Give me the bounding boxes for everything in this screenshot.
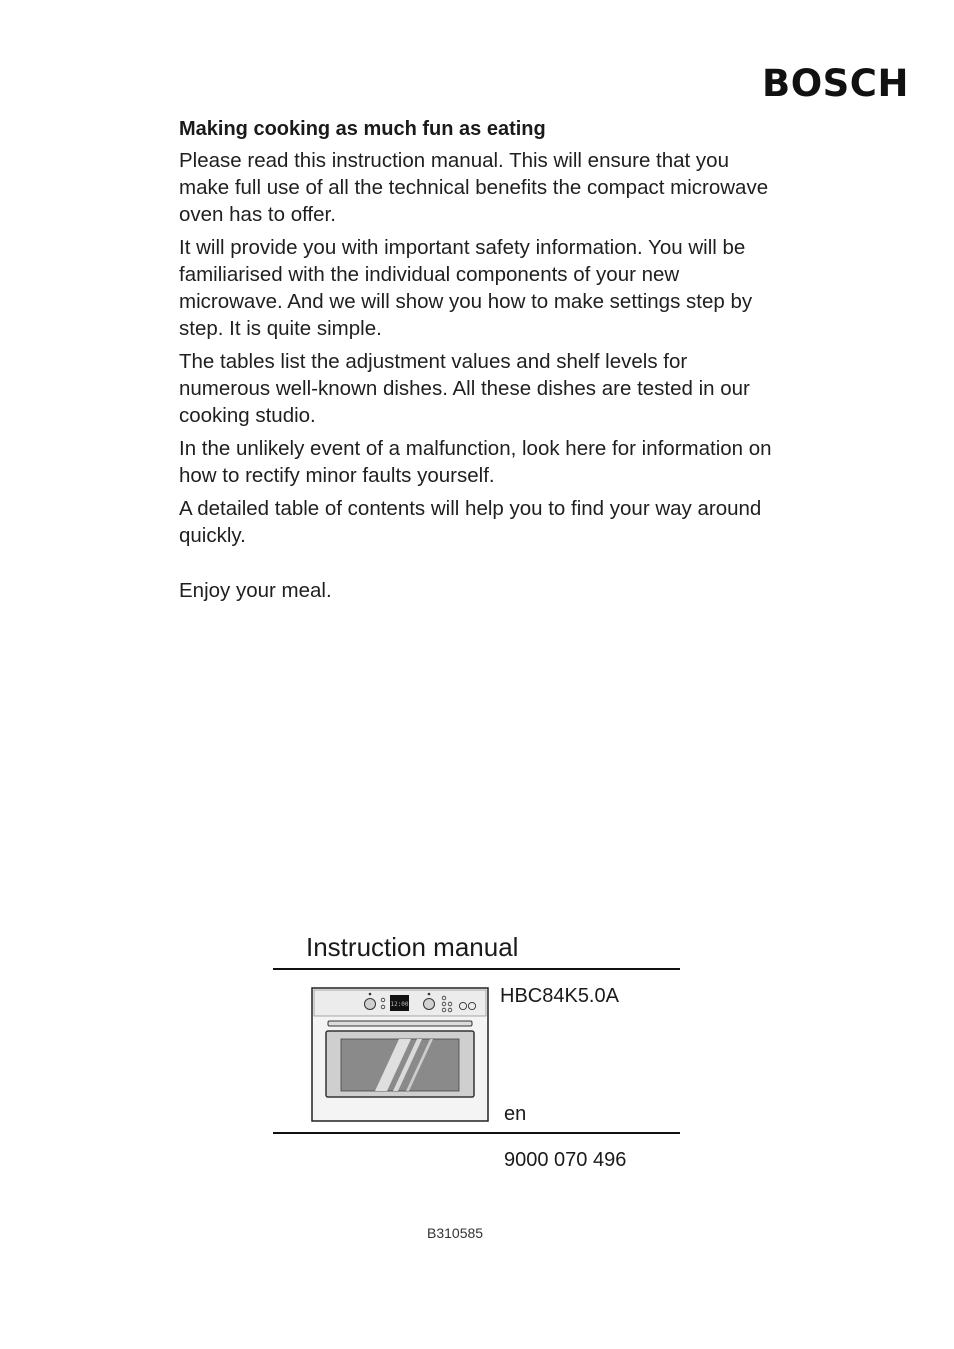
display-readout: 12:00 xyxy=(390,1001,409,1008)
intro-section xyxy=(179,118,779,610)
language-code: en xyxy=(504,1103,527,1125)
intro-heading: Making cooking as much fun as eating xyxy=(179,118,546,140)
part-number: 9000 070 496 xyxy=(504,1149,627,1171)
oven-illustration xyxy=(311,987,489,1122)
intro-paragraph: A detailed table of contents will help you to find your way around quickly. xyxy=(179,497,762,547)
bottom-divider xyxy=(273,1132,680,1134)
intro-paragraph: The tables list the adjustment values and shelf levels for numerous well-known dishes. All these dishes are tested in our cooking studio. xyxy=(179,350,750,427)
closing-line: Enjoy your meal. xyxy=(179,579,332,602)
model-number: HBC84K5.0A xyxy=(500,985,619,1007)
manual-title: Instruction manual xyxy=(306,932,519,962)
intro-paragraph: In the unlikely event of a malfunction, look here for information on how to rectify minor faults yourself. xyxy=(179,437,772,487)
bosch-logo: BOSCH xyxy=(762,62,909,105)
right-knob-icon xyxy=(424,999,435,1010)
indicator-dot xyxy=(369,993,372,996)
door-handle xyxy=(328,1021,472,1026)
indicator-dot xyxy=(428,993,431,996)
top-divider xyxy=(273,968,680,970)
left-knob-icon xyxy=(365,999,376,1010)
intro-paragraph: It will provide you with important safety information. You will be familiarised with the individual components of your new microwave. And we will show you how to make settings step by step. It is quite simple. xyxy=(179,236,753,340)
intro-paragraph: Please read this instruction manual. This will ensure that you make full use of all the technical benefits the compact microwave oven has to offer. xyxy=(179,149,769,226)
document-code: B310585 xyxy=(427,1225,484,1241)
